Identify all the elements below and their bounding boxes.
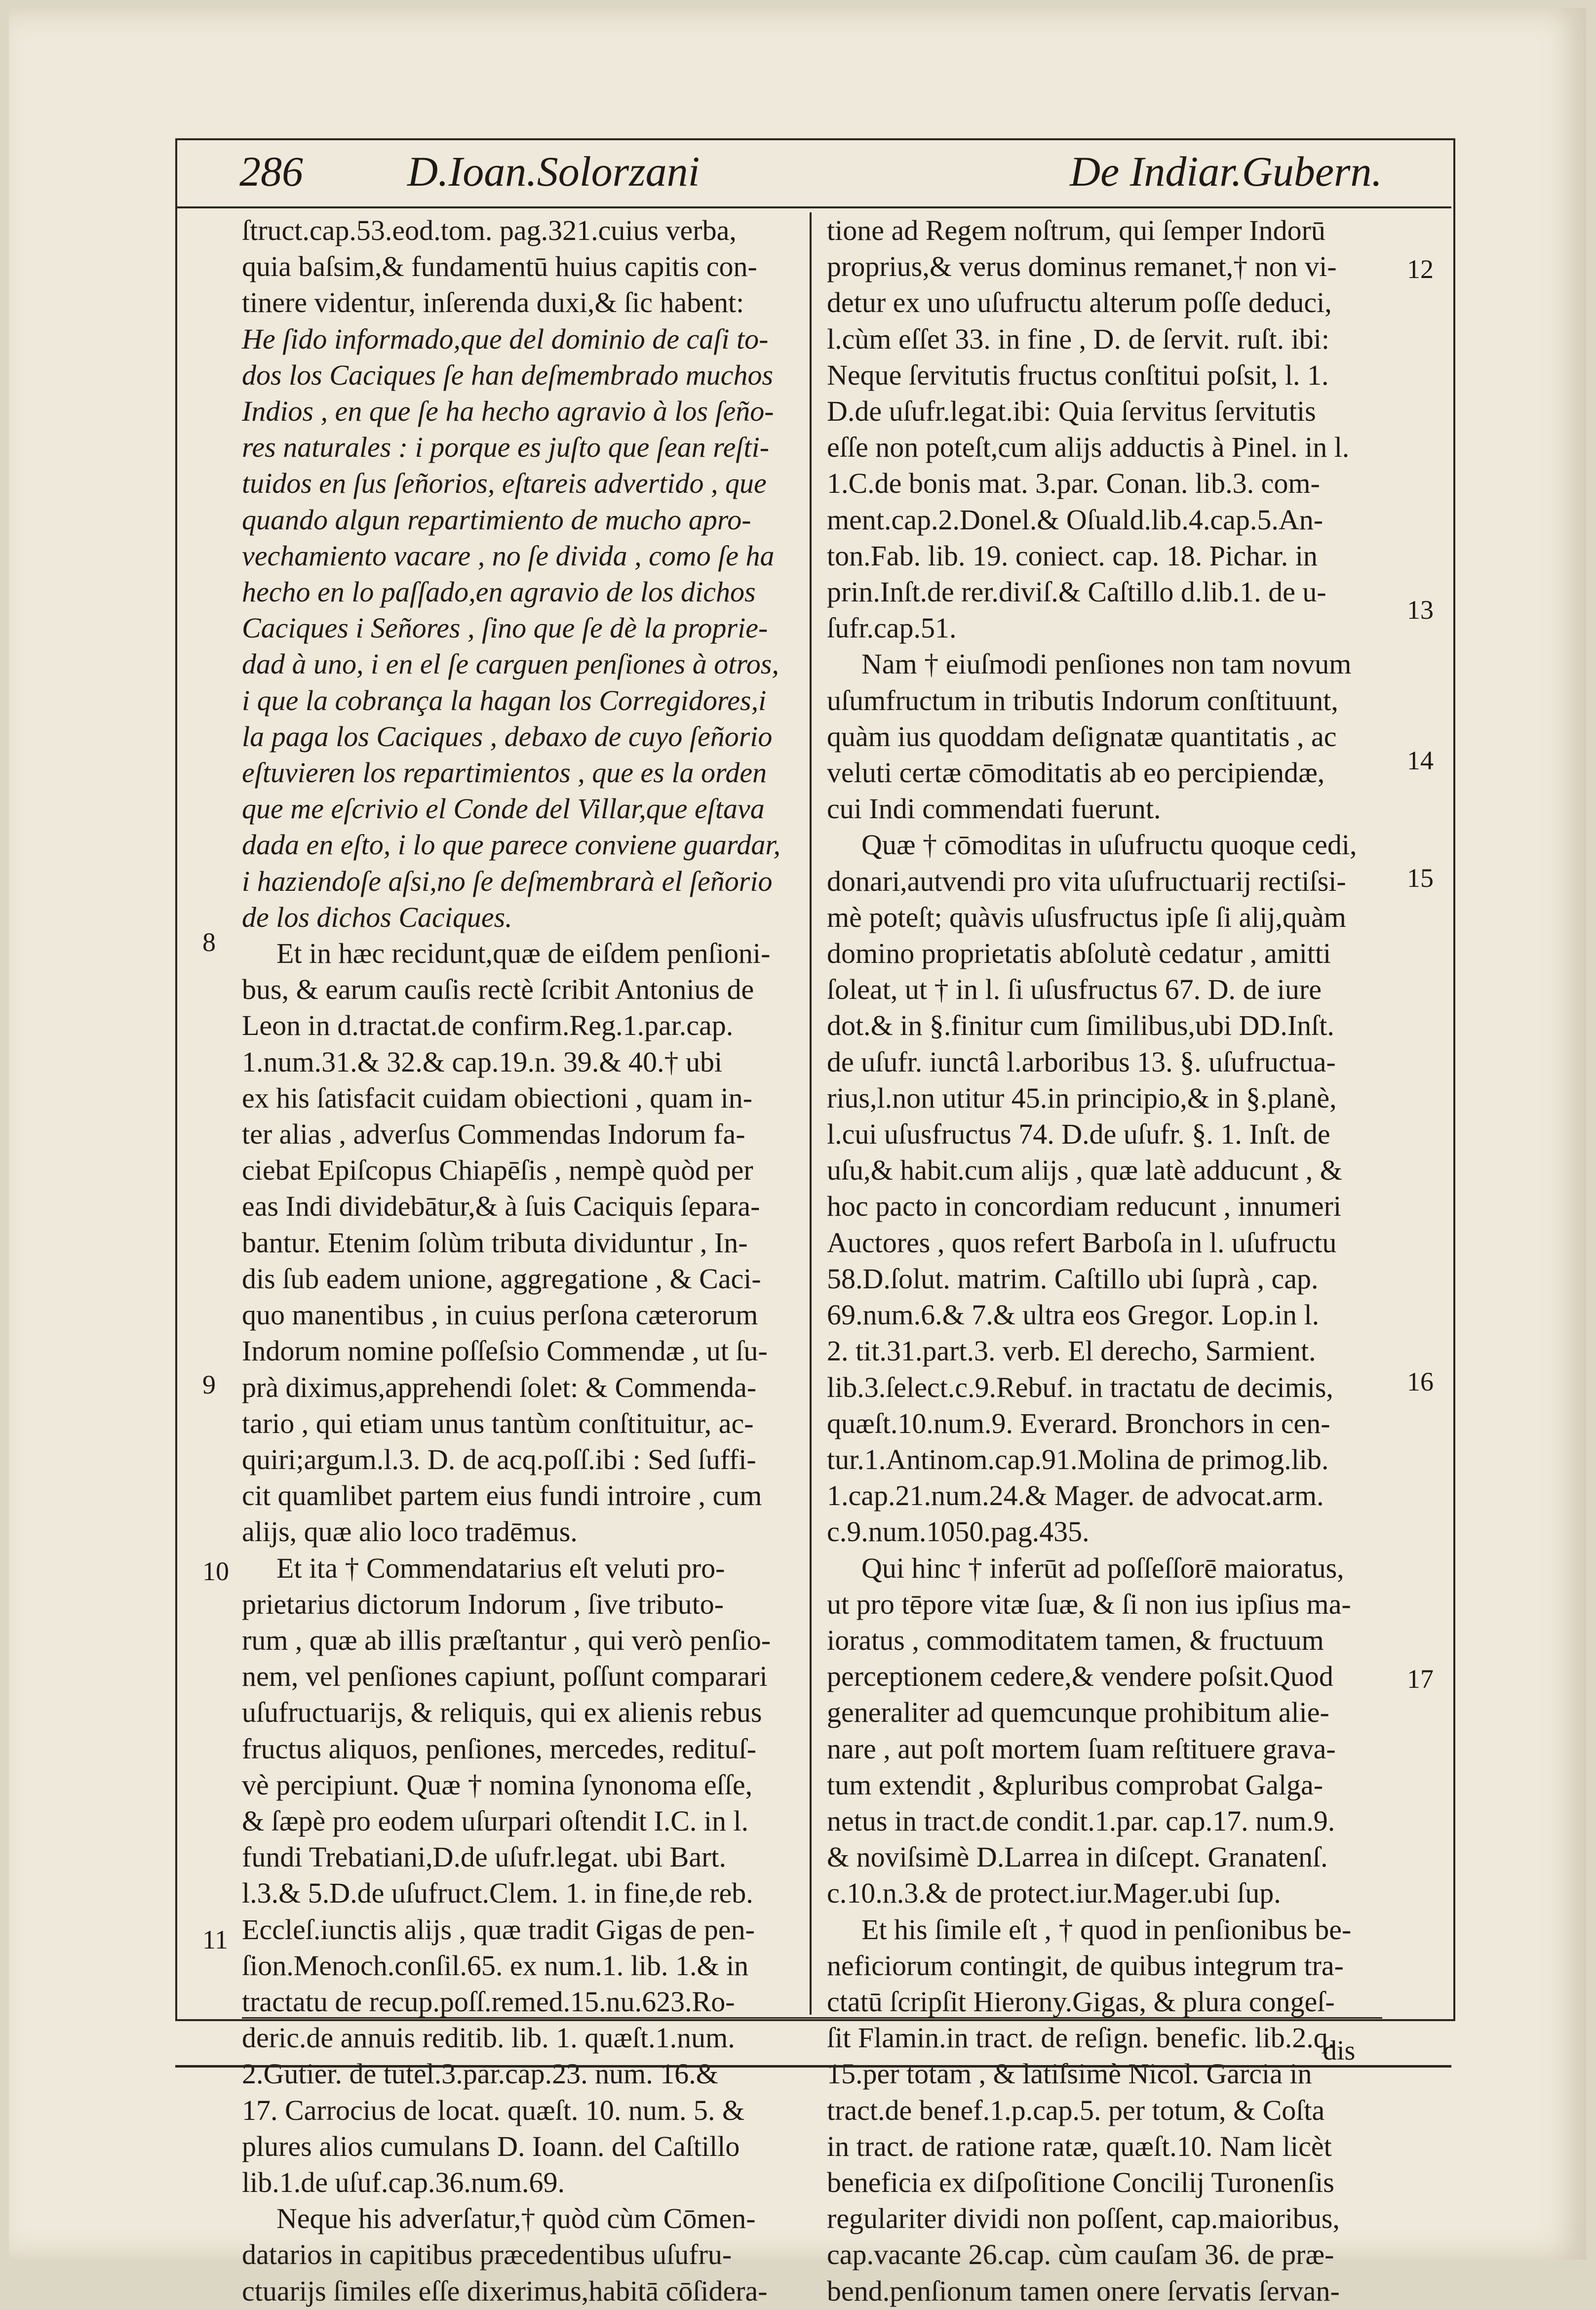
text-line: cit quamlibet partem eius fundi introire , cum (242, 1479, 762, 1512)
text-line: dos los Caciques ſe han deſmembrado muchos (242, 358, 774, 391)
text-line: 2.Gutier. de tutel.3.par.cap.23. num. 16.& (242, 2058, 718, 2090)
text-line: quia baſsim,& fundamentū huius capitis con- (242, 250, 757, 283)
text-line: regulariter dividi non poſſent, cap.maioribus, (827, 2202, 1340, 2235)
text-line: vechamiento vacare , no ſe divida , como ſe ha (242, 539, 775, 572)
text-line: beneficia ex diſpoſitione Concilij Turonenſis (827, 2166, 1334, 2198)
text-line: eſtuvieren los repartimientos , que es la orden (242, 756, 767, 789)
text-line: hecho en lo paſſado,en agravio de los dichos (242, 576, 756, 608)
text-line: tract.de benef.1.p.cap.5. per totum, & Coſta (827, 2094, 1325, 2126)
text-line: i haziendoſe aſsi,no ſe deſmembrarà el ſeñorio (242, 865, 773, 897)
text-line: deric.de annuis reditib. lib. 1. quæſt.1.num. (242, 2022, 735, 2054)
text-line: rum , quæ ab illis præſtantur , qui verò penſio- (242, 1624, 771, 1656)
text-line: dot.& in §.finitur cum ſimilibus,ubi DD.Inſt. (827, 1009, 1334, 1042)
text-line: ioratus , commoditatem tamen, & fructuum (827, 1624, 1324, 1656)
margin-number: 11 (202, 1925, 228, 1954)
text-line: cap.vacante 26.cap. cùm cauſam 36. de præ- (827, 2238, 1334, 2271)
text-line: bantur. Etenim ſolùm tributa dividuntur , In- (242, 1226, 748, 1259)
text-line: Et his ſimile eſt , † quod in penſionibus be- (861, 1913, 1352, 1946)
text-line: netus in tract.de condit.1.par. cap.17. num.9. (827, 1804, 1335, 1837)
text-line: res naturales : i porque es juſto que ſean reſti- (242, 431, 770, 464)
text-line: dis ſub eadem unione, aggregatione , & Caci- (242, 1262, 761, 1295)
text-line: Quæ † cōmoditas in uſufructu quoque cedi, (861, 829, 1357, 861)
text-line: 58.D.ſolut. matrim. Caſtillo ubi ſuprà , cap. (827, 1262, 1319, 1295)
text-line: tione ad Regem noſtrum, qui ſemper Indorū (827, 214, 1325, 246)
margin-number: 8 (202, 927, 216, 957)
text-line: c.10.n.3.& de protect.iur.Mager.ubi ſup. (827, 1877, 1281, 1910)
text-line: lib.3.ſelect.c.9.Rebuf. in tractatu de decimis, (827, 1371, 1333, 1403)
text-line: ut pro tēpore vitæ ſuæ, & ſi non ius ipſius ma- (827, 1588, 1351, 1620)
text-line: ton.Fab. lib. 19. coniect. cap. 18. Pichar. in (827, 539, 1318, 572)
text-line: ſoleat, ut † in l. ſi uſusfructus 67. D. de iure (827, 973, 1322, 1006)
text-line: ſit Flamin.in tract. de reſign. benefic. lib.2.q. (827, 2022, 1335, 2054)
text-line: veluti certæ cōmoditatis ab eo percipiendæ, (827, 756, 1325, 789)
text-line: nare , aut poſt mortem ſuam reſtituere grava- (827, 1732, 1336, 1765)
text-line: 2. tit.31.part.3. verb. El derecho, Sarmient. (827, 1335, 1316, 1367)
text-line: Nam † eiuſmodi penſiones non tam novum (861, 648, 1352, 680)
text-line: tum extendit , &pluribus comprobat Galga- (827, 1768, 1324, 1801)
text-line: prietarius dictorum Indorum , ſive tributo- (242, 1588, 724, 1620)
text-line: eſſe non poteſt,cum alijs adductis à Pinel. in l. (827, 431, 1350, 464)
text-line: cui Indi commendati fuerunt. (827, 793, 1161, 825)
text-line: donari,autvendi pro vita uſufructuarij rectiſsi- (827, 865, 1346, 897)
margin-number: 12 (1407, 254, 1434, 284)
text-line: ſion.Menoch.conſil.65. ex num.1. lib. 1.& in (242, 1949, 749, 1982)
margin-number: 13 (1407, 595, 1434, 625)
text-line: fundi Trebatiani,D.de uſufr.legat. ubi Bart. (242, 1841, 727, 1873)
page-number: 286 (239, 148, 303, 195)
text-line: de los dichos Caciques. (242, 901, 512, 933)
text-line: quo manentibus , in cuius perſona cæterorum (242, 1299, 758, 1331)
text-line: vè percipiunt. Quæ † nomina ſynonoma eſſe, (242, 1768, 753, 1801)
text-line: Indios , en que ſe ha hecho agravio à los ſeño- (242, 395, 774, 428)
column-divider (810, 212, 812, 2015)
text-line: & noviſsimè D.Larrea in diſcept. Granatenſ. (827, 1841, 1328, 1873)
text-line: l.3.& 5.D.de uſufruct.Clem. 1. in fine,de reb. (242, 1877, 753, 1910)
text-line: generaliter ad quemcunque prohibitum alie- (827, 1696, 1329, 1729)
text-line: quando algun repartimiento de mucho apro- (242, 503, 751, 536)
running-title-work: De Indiar.Gubern. (1070, 148, 1382, 195)
text-line: prà diximus,apprehendi ſolet: & Commenda- (242, 1371, 757, 1403)
text-line: detur ex uno uſufructu alterum poſſe deduci, (827, 286, 1332, 319)
text-line: 15.per totam , & latiſsimè Nicol. Garcia in (827, 2058, 1312, 2090)
text-line: dada en eſto, i lo que parece conviene guardar, (242, 829, 780, 861)
text-line: Indorum nomine poſſeſsio Commendæ , ut ſu- (242, 1335, 768, 1367)
text-line: ment.cap.2.Donel.& Oſuald.lib.4.cap.5.An- (827, 503, 1324, 536)
text-line: ex his ſatisfacit cuidam obiectioni , quam in- (242, 1081, 753, 1114)
text-line: quàm ius quoddam deſignatæ quantitatis , ac (827, 720, 1337, 753)
text-line: in tract. de ratione ratæ, quæſt.10. Nam licèt (827, 2130, 1332, 2162)
text-line: Neque his adverſatur,† quòd cùm Cōmen- (276, 2202, 756, 2235)
text-line: Neque ſervitutis fructus conſtitui poſsit, l. 1. (827, 358, 1329, 391)
margin-number: 9 (202, 1370, 216, 1399)
running-title-author: D.Ioan.Solorzani (407, 148, 700, 195)
text-line: perceptionem cedere,& vendere poſsit.Quod (827, 1660, 1333, 1693)
text-line: uſufructuarijs, & reliquis, qui ex alienis rebus (242, 1696, 762, 1729)
text-line: Eccleſ.iunctis alijs , quæ tradit Gigas de pen- (242, 1913, 755, 1946)
text-line: la paga los Caciques , debaxo de cuyo ſeñorio (242, 720, 773, 753)
text-line: nem, vel penſiones capiunt, poſſunt comparari (242, 1660, 768, 1693)
text-line: tractatu de recup.poſſ.remed.15.nu.623.Ro- (242, 1985, 735, 2018)
catchword: dis (1323, 2035, 1356, 2066)
text-line: ter alias , adverſus Commendas Indorum fa- (242, 1118, 745, 1151)
margin-number: 16 (1407, 1367, 1434, 1396)
header-rule (175, 206, 1451, 208)
text-line: lib.1.de uſuf.cap.36.num.69. (242, 2166, 565, 2198)
text-line: 1.cap.21.num.24.& Mager. de advocat.arm. (827, 1479, 1324, 1512)
text-line: hoc pacto in concordiam reducunt , innumeri (827, 1190, 1342, 1223)
text-line: uſu,& habit.cum alijs , quæ latè adducunt , & (827, 1154, 1342, 1187)
text-line: proprius,& verus dominus remanet,† non vi- (827, 250, 1337, 283)
text-line: uſumfructum in tributis Indorum conſtituunt, (827, 684, 1338, 717)
text-line: c.9.num.1050.pag.435. (827, 1515, 1090, 1548)
text-line: tario , qui etiam unus tantùm conſtituitur, ac- (242, 1407, 754, 1439)
text-line: rius,l.non utitur 45.in principio,& in §.planè, (827, 1081, 1337, 1114)
text-line: Leon in d.tractat.de confirm.Reg.1.par.cap. (242, 1009, 734, 1042)
text-line: dad à uno, i en el ſe carguen penſiones à otros, (242, 648, 779, 680)
margin-number: 15 (1407, 863, 1434, 893)
right-column (827, 212, 1382, 2307)
text-line: plures alios cumulans D. Ioann. del Caſtillo (242, 2130, 740, 2162)
text-line: de uſufr. iunctâ l.arboribus 13. §. uſufructua- (827, 1045, 1336, 1078)
text-line: tuidos en ſus ſeñorios, eſtareis advertido , que (242, 467, 767, 500)
text-line: tur.1.Antinom.cap.91.Molina de primog.lib. (827, 1443, 1329, 1475)
text-line: ſufr.cap.51. (827, 612, 957, 644)
text-line: 1.num.31.& 32.& cap.19.n. 39.& 40.† ubi (242, 1045, 723, 1078)
text-line: ctuarijs ſimiles eſſe dixerimus,habitā cōſidera- (242, 2274, 768, 2307)
left-column (242, 212, 792, 2307)
text-line: 17. Carrocius de locat. quæſt. 10. num. 5. & (242, 2094, 745, 2126)
text-line: fructus aliquos, penſiones, mercedes, redituſ- (242, 1732, 757, 1765)
text-line: prin.Inſt.de rer.diviſ.& Caſtillo d.lib.1. de u- (827, 576, 1326, 608)
bottom-rule (242, 2017, 1382, 2019)
text-line: neficiorum contingit, de quibus integrum tra- (827, 1949, 1344, 1982)
text-line: ciebat Epiſcopus Chiapēſis , nempè quòd per (242, 1154, 753, 1187)
text-line: eas Indi dividebātur,& à ſuis Caciquis ſepara- (242, 1190, 760, 1223)
text-line: Et in hæc recidunt,quæ de eiſdem penſioni- (276, 937, 771, 970)
running-head (175, 141, 1451, 202)
text-line: mè poteſt; quàvis uſusfructus ipſe ſi alij,quàm (827, 901, 1346, 933)
footer-rule (175, 2065, 1451, 2068)
text-line: quiri;argum.l.3. D. de acq.poſſ.ibi : Sed ſuffi- (242, 1443, 756, 1475)
text-line: quæſt.10.num.9. Everard. Bronchors in cen- (827, 1407, 1330, 1439)
text-line: Et ita † Commendatarius eſt veluti pro- (276, 1552, 725, 1584)
text-line: 1.C.de bonis mat. 3.par. Conan. lib.3. com- (827, 467, 1320, 500)
text-line: He ſido informado,que del dominio de caſi to- (242, 322, 769, 355)
text-line: ctatū ſcripſit Hierony.Gigas, & plura congeſ- (827, 1985, 1335, 2018)
text-line: alijs, quæ alio loco tradēmus. (242, 1515, 578, 1548)
text-line: datarios in capitibus præcedentibus uſufru- (242, 2238, 732, 2271)
text-line: Auctores , quos refert Barboſa in l. uſufructu (827, 1226, 1337, 1259)
text-line: tinere videntur, inſerenda duxi,& ſic habent: (242, 286, 744, 319)
margin-number: 14 (1407, 746, 1434, 775)
text-line: Qui hinc † inferūt ad poſſeſſorē maioratus, (861, 1552, 1344, 1584)
text-line: l.cui uſusfructus 74. D.de uſufr. §. 1. Inſt. de (827, 1118, 1330, 1151)
text-line: D.de uſufr.legat.ibi: Quia ſervitus ſervitutis (827, 395, 1316, 428)
text-line: domino proprietatis abſolutè cedatur , amitti (827, 937, 1331, 970)
text-line: i que la cobrança la hagan los Corregidores,i (242, 684, 767, 717)
text-line: l.cùm eſſet 33. in fine , D. de ſervit. ruſt. ibi: (827, 322, 1330, 355)
text-line: bus, & earum cauſis rectè ſcribit Antonius de (242, 973, 754, 1006)
margin-number: 17 (1407, 1664, 1434, 1694)
text-line: bend.penſionum tamen onere ſervatis ſervan- (827, 2274, 1340, 2307)
text-line: 69.num.6.& 7.& ultra eos Gregor. Lop.in l. (827, 1299, 1320, 1331)
text-line: & ſæpè pro eodem uſurpari oſtendit I.C. in l. (242, 1804, 749, 1837)
text-line: ſtruct.cap.53.eod.tom. pag.321.cuius verba, (242, 214, 737, 246)
text-line: Caciques i Señores , ſino que ſe dè la proprie- (242, 612, 768, 644)
text-line: que me eſcrivio el Conde del Villar,que eſtava (242, 793, 765, 825)
margin-number: 10 (202, 1556, 229, 1586)
